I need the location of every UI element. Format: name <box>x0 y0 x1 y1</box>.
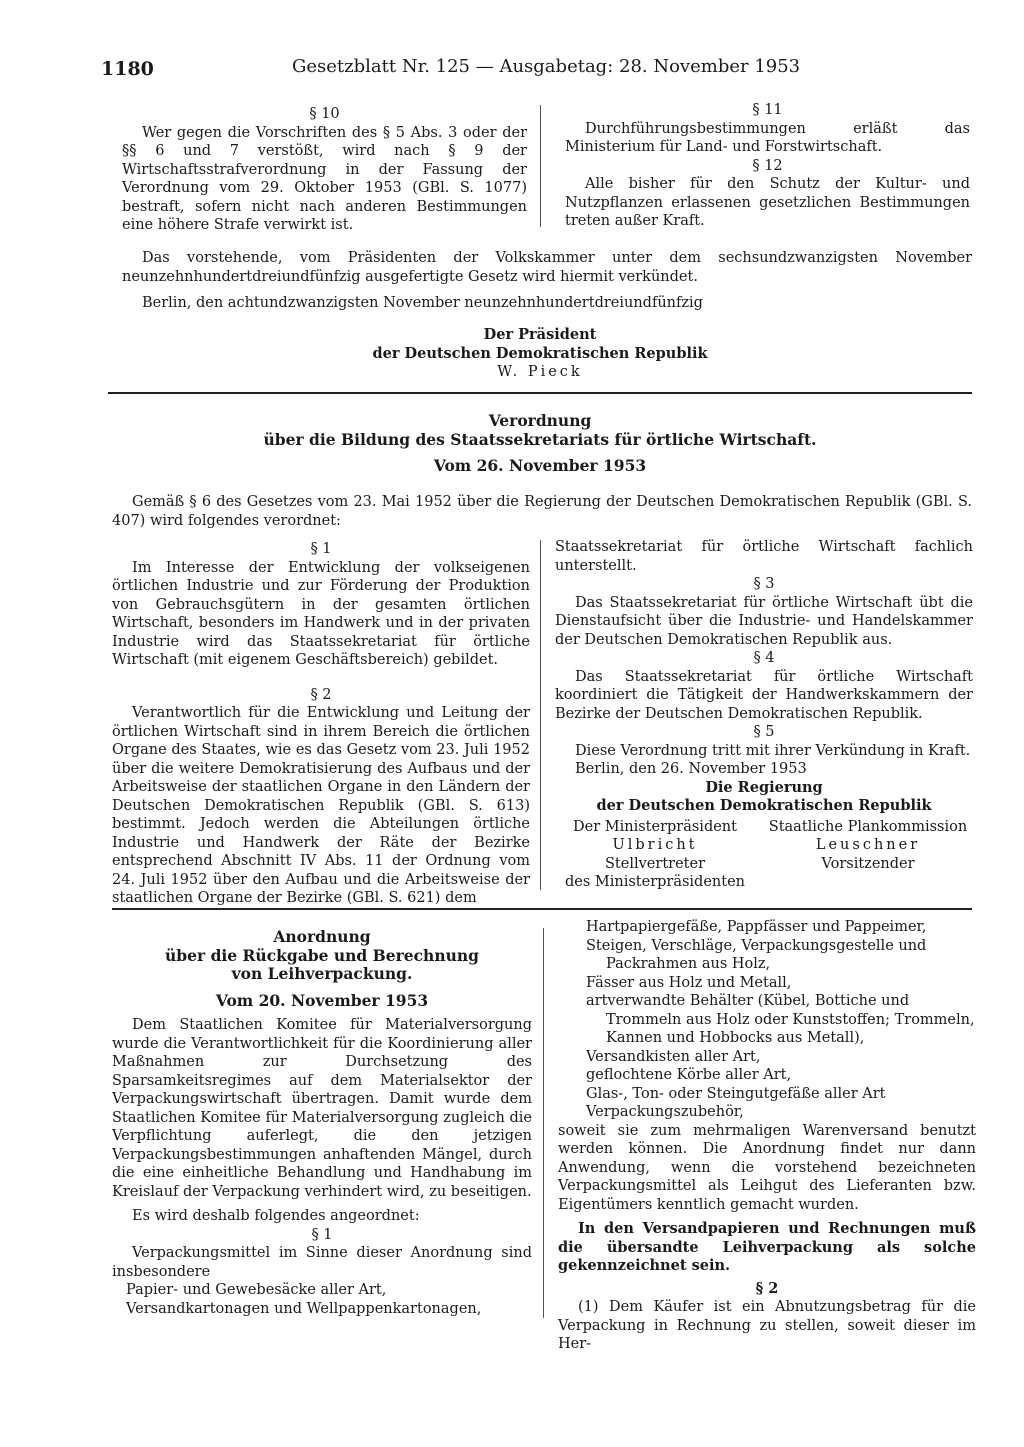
promulgation-text: Das vorstehende, vom Präsidenten der Volkskammer unter dem sechsundzwanzigsten November neunzehnhundertdreiundfünfzig ausgefertigte Gesetz wird hiermit verkündet. <box>122 250 972 285</box>
signature-title: Der Präsident <box>483 326 597 343</box>
signatory-left-name: Ulbricht <box>612 837 698 853</box>
verordnung-section-2-continued: Staatssekretariat für örtliche Wirtschaft fachlich unterstellt. <box>555 539 973 574</box>
verordnung-section-4-text: Das Staatssekretariat für örtliche Wirtschaft koordiniert die Tätigkeit der Handwerkskammern der Bezirke der Deutschen Demokratischen Republik. <box>555 668 973 722</box>
verordnung-section-3-heading: § 3 <box>753 576 775 592</box>
anordnung-section-2-text: (1) Dem Käufer ist ein Abnutzungsbetrag für die Verpackung in Rechnung zu stellen, soweit dieser im Her- <box>558 1299 976 1352</box>
verordnung-preamble-block <box>112 493 972 530</box>
list-item: artverwandte Behälter (Kübel, Bottiche und Trommeln aus Holz oder Kunststoffen; Trommeln, Kannen und Hobbocks aus Metall), <box>586 993 975 1046</box>
signature-subtitle: der Deutschen Demokratischen Republik <box>372 344 708 362</box>
verordnung-section-2-heading: § 2 <box>310 686 332 703</box>
anordnung-title: Anordnung <box>273 927 371 946</box>
packaging-list-part1 <box>124 1281 532 1318</box>
anordnung-section-1-text: Verpackungsmittel im Sinne dieser Anordnung sind insbesondere <box>112 1245 532 1280</box>
anordnung-section-2-heading: § 2 <box>755 1279 779 1297</box>
president-signature <box>340 326 740 382</box>
section-10-text: Wer gegen die Vorschriften des § 5 Abs. 3 oder der §§ 6 und 7 verstößt, wird nach § 9 der Wirtschaftsstrafverordnung in der Fassung der Verordnung vom 29. Oktober 1953 (GBl. S. 1077) bestraft, sofern nicht nach anderen Bestimmungen eine höhere Strafe verwirkt ist. <box>122 124 527 233</box>
verordnung-section-1-heading: § 1 <box>310 541 332 557</box>
column-divider <box>540 105 541 227</box>
column-divider <box>543 928 544 1318</box>
list-item: Verpackungszubehör, <box>586 1104 744 1120</box>
page-number: 1180 <box>101 58 154 80</box>
verordnung-title: Verordnung <box>488 411 592 430</box>
verordnung-subject: über die Bildung des Staatssekretariats für örtliche Wirtschaft. <box>263 429 817 449</box>
signatories <box>555 818 973 892</box>
anordnung-intro: Dem Staatlichen Komitee für Materialversorgung wurde die Verantwortlichkeit für die Koordinierung aller Maßnahmen zur Durchsetzung des Sparsamkeitsregimes auf dem Materialsektor der Verpackungswirtschaft übertragen. Damit wurde dem Staatlichen Komitee für Materialversorgung zugleich die Verpflichtung auferlegt, die den jetzigen Verpackungsbestimmungen anhaftenden Mängel, durch die eine einheitliche Behandlung und Handhabung im Kreislauf der Verpackung verhindert wird, zu beseitigen. <box>112 1017 532 1200</box>
verordnung-section-3-text: Das Staatssekretariat für örtliche Wirtschaft übt die Dienstaufsicht über die Industrie- und Handelskammer der Deutschen Demokratischen Republik aus. <box>555 594 973 648</box>
list-item: Fässer aus Holz und Metall, <box>586 974 792 991</box>
anordnung-title-block <box>112 928 532 1010</box>
anordnung-labeling-rule: In den Versandpapieren und Rechnungen muß die übersandte Leihverpackung als solche gekennzeichnet sein. <box>558 1220 976 1274</box>
anordnung-right-column <box>558 918 976 1354</box>
anordnung-subject-line2: von Leihverpackung. <box>231 964 413 983</box>
section-rule <box>112 908 972 910</box>
list-item: geflochtene Körbe aller Art, <box>586 1067 792 1083</box>
list-item: Versandkisten aller Art, <box>586 1048 761 1065</box>
section-12-heading: § 12 <box>752 157 783 174</box>
verordnung-right-column <box>555 538 973 892</box>
verordnung-section-5-text: Diese Verordnung tritt mit ihrer Verkündung in Kraft. <box>575 742 971 759</box>
verordnung-section-2-text: Verantwortlich für die Entwicklung und Leitung der örtlichen Wirtschaft sind in ihrem Bereich die örtlichen Organe des Staates, wie es das Gesetz vom 23. Juli 1952 über die weitere Demokratisierung des Aufbaus und der Arbeitsweise der staatlichen Organe in den Ländern der Deutschen Demokratischen Republik (GBl. S. 613) bestimmt. Jedoch werden die Abteilungen örtliche Industrie und Handwerk der Räte der Bezirke entsprechend Abschnitt IV Abs. 11 der Ordnung vom 24. Juli 1952 über den Aufbau und die Arbeitsweise der staatlichen Organe der Bezirke (GBl. S. 621) dem <box>112 705 530 906</box>
section-rule <box>108 392 972 394</box>
signatory-left-role2: Stellvertreter <box>605 855 705 872</box>
verordnung-title-block <box>108 412 972 476</box>
verordnung-section-1-text: Im Interesse der Entwicklung der volkseigenen örtlichen Industrie und zur Förderung der Produktion von Gebrauchsgütern in der gesamten örtlichen Wirtschaft, besonders im Handwerk und in der privaten Industrie wird das Staatssekretariat für örtliche Wirtschaft (mit eigenem Geschäftsbereich) gebildet. <box>112 559 530 668</box>
signatory-right <box>763 818 973 892</box>
list-item: Hartpapiergefäße, Pappfässer und Pappeimer, <box>586 919 927 935</box>
signatory-left-role: Der Ministerpräsident <box>573 818 737 835</box>
verordnung-date: Vom 26. November 1953 <box>433 456 647 475</box>
verordnung-place-date: Berlin, den 26. November 1953 <box>575 761 807 777</box>
anordnung-after-list: soweit sie zum mehrmaligen Warenversand benutzt werden können. Die Anordnung findet nur dann Anwendung, wenn die vorstehend bezeichneten Verpackungsmittel als Leihgut des Lieferanten bzw. Eigentümers kenntlich gemacht wurden. <box>558 1122 976 1213</box>
signatory-left-role3: des Ministerpräsidenten <box>564 874 746 890</box>
law-end-right-column <box>565 101 970 231</box>
column-divider <box>540 540 541 890</box>
list-item: Steigen, Verschläge, Verpackungsgestelle und Packrahmen aus Holz, <box>586 937 927 972</box>
list-item: Versandkartonagen und Wellpappenkartonagen, <box>126 1300 482 1317</box>
verordnung-preamble: Gemäß § 6 des Gesetzes vom 23. Mai 1952 über die Regierung der Deutschen Demokratischen Republik (GBl. S. 407) wird folgendes verordnet: <box>112 494 972 529</box>
gazette-header-title: Gesetzblatt Nr. 125 — Ausgabetag: 28. November 1953 <box>292 56 801 77</box>
verordnung-section-5-heading: § 5 <box>753 724 775 740</box>
verordnung-left-column <box>112 540 530 908</box>
anordnung-section-1-heading: § 1 <box>311 1226 333 1243</box>
anordnung-left-column <box>112 928 532 1318</box>
signature-name: W. Pieck <box>497 364 583 380</box>
law-end-left-column <box>122 105 527 235</box>
verordnung-section-4-heading: § 4 <box>753 650 775 666</box>
list-item: Glas-, Ton- oder Steingutgefäße aller Art <box>586 1085 886 1102</box>
signatory-right-role2: Vorsitzender <box>821 855 915 872</box>
section-11-text: Durchführungsbestimmungen erläßt das Ministerium für Land- und Forstwirtschaft. <box>565 120 970 155</box>
section-12-text: Alle bisher für den Schutz der Kultur- und Nutzpflanzen erlassenen gesetzlichen Bestimmungen treten außer Kraft. <box>565 176 970 229</box>
place-date: Berlin, den achtundzwanzigsten November neunzehnhundertdreiundfünfzig <box>142 295 703 311</box>
government-signature-title: Die Regierung <box>705 778 823 796</box>
list-item: Papier- und Gewebesäcke aller Art, <box>126 1282 387 1298</box>
signatory-right-role: Staatliche Plankommission <box>768 818 968 835</box>
anordnung-date: Vom 20. November 1953 <box>215 990 429 1010</box>
section-11-heading: § 11 <box>752 102 783 118</box>
anordnung-subject-line1: über die Rückgabe und Berechnung <box>165 945 479 965</box>
section-10-heading: § 10 <box>309 106 340 122</box>
anordnung-order-line: Es wird deshalb folgendes angeordnet: <box>132 1208 420 1224</box>
signatory-right-name: Leuschner <box>815 837 921 853</box>
packaging-list-part2 <box>584 918 976 1122</box>
government-signature-subtitle: der Deutschen Demokratischen Republik <box>596 797 932 814</box>
signatory-left <box>560 818 750 892</box>
promulgation-block <box>122 249 972 313</box>
